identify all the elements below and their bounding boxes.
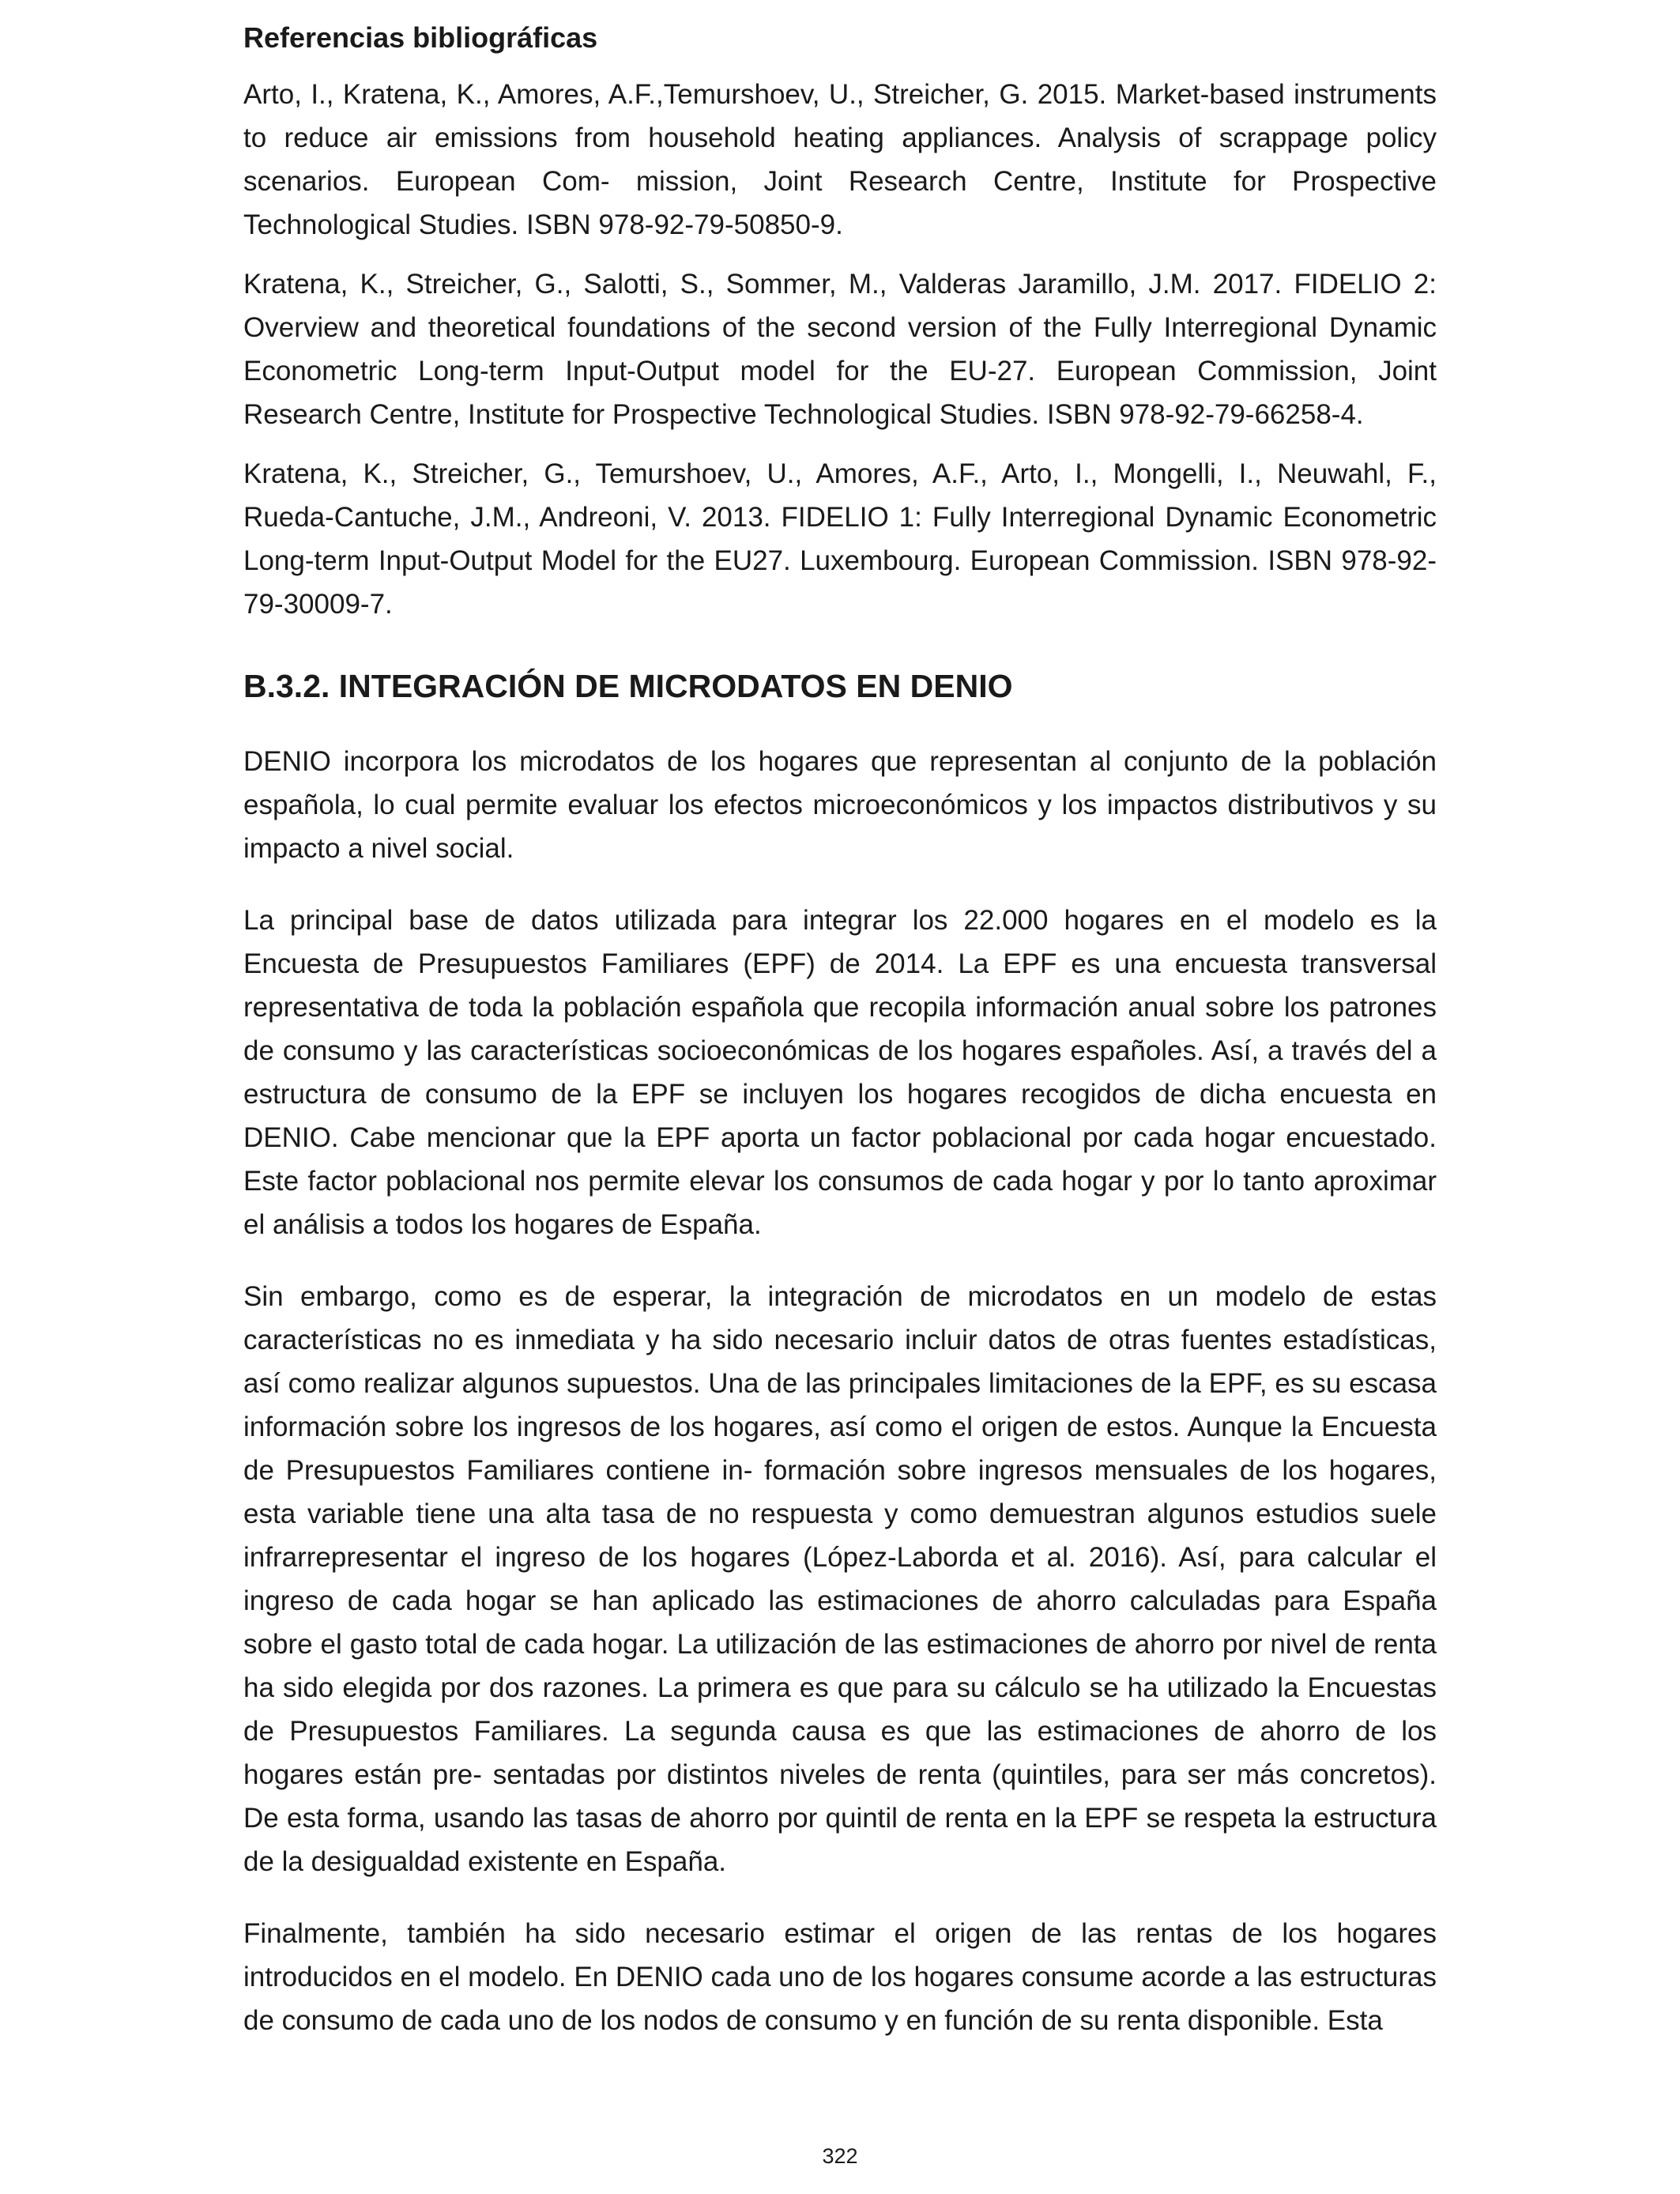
- body-paragraph: Finalmente, también ha sido necesario estimar el origen de las rentas de los hogares introducidos en el modelo. En DENIO cada uno de los hogares consume acorde a las estructuras de consumo de cada uno de los nodos de consumo y en función de su renta disponible. Esta: [243, 1918, 1437, 2036]
- reference-item: Arto, I., Kratena, K., Amores, A.F.,Temurshoev, U., Streicher, G. 2015. Market-based instruments to reduce air emissions from household heating appliances. Analysis of scrappage policy scenarios. European Com- mission, Joint Research Centre, Institute for Prospective Technological Studies. ISBN 978-92-79-50850-9.: [243, 79, 1437, 240]
- body-paragraph: Sin embargo, como es de esperar, la integración de microdatos en un modelo de estas características no es inmediata y ha sido necesario incluir datos de otras fuentes estadísticas, así como realizar algunos supuestos. Una de las principales limitaciones de la EPF, es su escasa información sobre los ingresos de los hogares, así como el origen de estos. Aunque la Encuesta de Presupuestos Familiares contiene in- formación sobre ingresos mensuales de los hogares, esta variable tiene una alta tasa de no respuesta y como demuestran algunos estudios suele infrarrepresentar el ingreso de los hogares (López-Laborda et al. 2016). Así, para calcular el ingreso de cada hogar se han aplicado las estimaciones de ahorro calculadas para España sobre el gasto total de cada hogar. La utilización de las estimaciones de ahorro por nivel de renta ha sido elegida por dos razones. La primera es que para su cálculo se ha utilizado la Encuestas de Presupuestos Familiares. La segunda causa es que las estimaciones de ahorro de los hogares están pre- sentadas por distintos niveles de renta (quintiles, para ser más concretos). De esta forma, usando las tasas de ahorro por quintil de renta en la EPF se respeta la estructura de la desigualdad existente en España.: [243, 1281, 1437, 1877]
- references-heading: Referencias bibliográficas: [243, 21, 598, 54]
- body-paragraph: La principal base de datos utilizada para integrar los 22.000 hogares en el modelo es la Encuesta de Presupuestos Familiares (EPF) de 2014. La EPF es una encuesta transversal representativa de toda la población española que recopila información anual sobre los patrones de consumo y las características socioeconómicas de los hogares españoles. Así, a través del a estructura de consumo de la EPF se incluyen los hogares recogidos de dicha encuesta en DENIO. Cabe mencionar que la EPF aporta un factor poblacional por cada hogar encuestado. Este factor poblacional nos permite elevar los consumos de cada hogar y por lo tanto aproximar el análisis a todos los hogares de España.: [243, 905, 1437, 1240]
- document-page: [243, 16, 1437, 2071]
- page-number: 322: [822, 2144, 858, 2168]
- section-heading: B.3.2. INTEGRACIÓN DE MICRODATOS EN DENIO: [243, 668, 1013, 704]
- reference-item: Kratena, K., Streicher, G., Salotti, S., Sommer, M., Valderas Jaramillo, J.M. 2017. FIDELIO 2: Overview and theoretical foundations of the second version of the Fully Interregional Dynamic Econometric Long-term Input-Output model for the EU-27. European Commission, Joint Research Centre, Institute for Prospective Technological Studies. ISBN 978-92-79-66258-4.: [243, 269, 1437, 430]
- body-paragraph: DENIO incorpora los microdatos de los hogares que representan al conjunto de la población española, lo cual permite evaluar los efectos microeconómicos y los impactos distributivos y su impacto a nivel social.: [243, 746, 1437, 864]
- reference-item: Kratena, K., Streicher, G., Temurshoev, U., Amores, A.F., Arto, I., Mongelli, I., Neuwahl, F., Rueda-Cantuche, J.M., Andreoni, V. 2013. FIDELIO 1: Fully Interregional Dynamic Econometric Long-term Input-Output Model for the EU27. Luxembourg. European Commission. ISBN 978-92-79-30009-7.: [243, 458, 1437, 620]
